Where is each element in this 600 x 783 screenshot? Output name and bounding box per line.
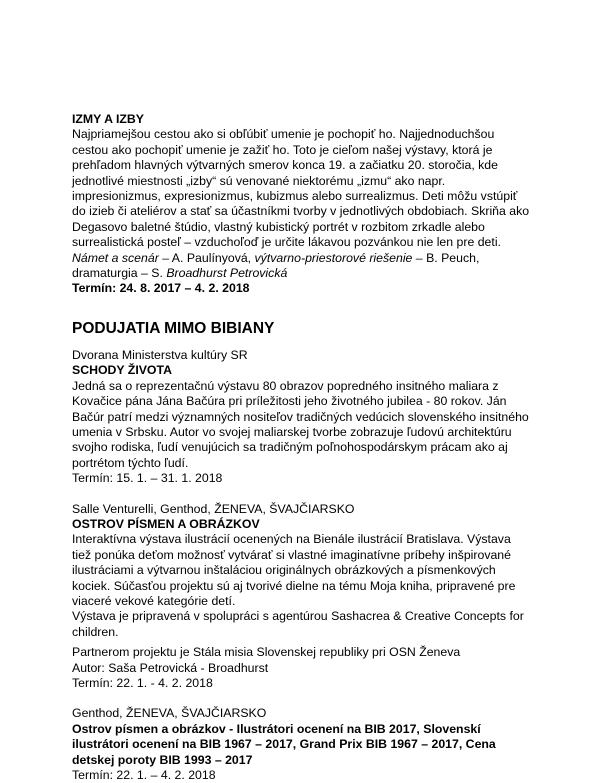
izmy-credits: [72, 251, 532, 282]
event-paragraph: Výstava je pripravená v spolupráci s agentúrou Sashacrea & Creative Concepts for children.: [72, 609, 524, 639]
event-title: OSTROV PÍSMEN A OBRÁZKOV: [72, 516, 260, 531]
event-term: Termín: 22. 1. - 4. 2. 2018: [72, 676, 213, 690]
event-venue: Genthod, ŽENEVA, ŠVAJČIARSKO: [72, 706, 267, 721]
izmy-title: IZMY A IZBY: [72, 112, 144, 126]
event-term: Termín: 22. 1. – 4. 2. 2018: [72, 768, 216, 783]
event-term: Termín: 15. 1. – 31. 1. 2018: [72, 471, 223, 486]
izmy-body: Najpriamejšou cestou ako si obľúbiť umenie je pochopiť ho. Najjednoduchšou cestou ako pochopiť umenie je zažiť ho. Toto je cieľom našej výstavy, ktorá je prehľadom hlavných výtvarných smerov konca 19. a začiatku 20. storočia, kde jednotlivé miestnosti „izby“ sú venované niektorému „izmu“ ako napr. impresionizmus, expresionizmus, kubizmus alebo surrealizmus. Deti môžu vstúpiť do izieb či ateliérov a stať sa účastníkmi tvorby v jednotlivých obdobiach. Skriňa ako Degasovo baletné štúdio, vlastný kubistický portrét v rozbitom zrkadle alebo surrealistická posteľ – vzduchoľoď je určite lákavou pozvánkou nie len pre deti.: [72, 127, 530, 250]
event-paragraph: Jedná sa o reprezentačnú výstavu 80 obrazov popredného insitného maliara z Kovačice pána Jána Bačúra pri príležitosti jeho životného jubilea - 80 rokov. Ján Bačúr patrí medzi významných nositeľov tradičných vedúcich slovenského insitného umenia v Srbsku. Autor vo svojej maliarskej tvorbe zobrazuje ľudovú architektúru svojho rodiska, ľudí venujúcich sa tradičným poľnohospodárskym prácam ako aj portrétom týchto ľudí.: [72, 378, 529, 470]
credits-name-1: A. Paulínyová,: [169, 250, 255, 265]
credits-label-1: Námet a scenár –: [72, 250, 170, 265]
izmy-block: [72, 112, 532, 297]
event-ostrov: [72, 502, 532, 692]
event-paragraph: Partnerom projektu je Stála misia Slovenskej republiky pri OSN Ženeva: [72, 645, 461, 660]
event-venue: Salle Venturelli, Genthod, ŽENEVA, ŠVAJČIARSKO: [72, 501, 355, 516]
event-venue: Dvorana Ministerstva kultúry SR: [72, 347, 248, 362]
event-title: SCHODY ŽIVOTA: [72, 363, 172, 378]
credits-name-2: B. Peuch, dramaturgia – S.: [72, 250, 480, 281]
event-schody: [72, 348, 532, 487]
document-page: [72, 112, 532, 783]
credits-label-2: výtvarno-priestorové riešenie –: [254, 250, 423, 265]
event-title: Ostrov písmen a obrázkov - Ilustrátori ocenení na BIB 2017, Slovenskí ilustrátori ocenení na BIB 1967 – 2017, Grand Prix BIB 1967 – 2017, Cena detskej poroty BIB 1993 – 2017: [72, 721, 496, 767]
event-genthod: [72, 706, 532, 783]
event-paragraph: Interaktívna výstava ilustrácií ocenených na Bienále ilustrácií Bratislava. Výstava tiež ponúka deťom možnosť vytvárať si vlastné imaginatívne príbehy inšpirované ilustráciami a výtvarnou inštaláciou originálnych obrázkových a písmenkových kociek. Súčasťou projektu sú aj tvorivé dielne na tému Moja kniha, pripravené pre viaceré vekové kategórie detí.: [72, 532, 516, 608]
izmy-term: Termín: 24. 8. 2017 – 4. 2. 2018: [72, 281, 250, 296]
section-title: PODUJATIA MIMO BIBIANY: [72, 319, 275, 337]
event-paragraph: Autor: Saša Petrovická - Broadhurst: [72, 660, 269, 675]
credits-name-3: Broadhurst Petrovická: [166, 266, 288, 281]
